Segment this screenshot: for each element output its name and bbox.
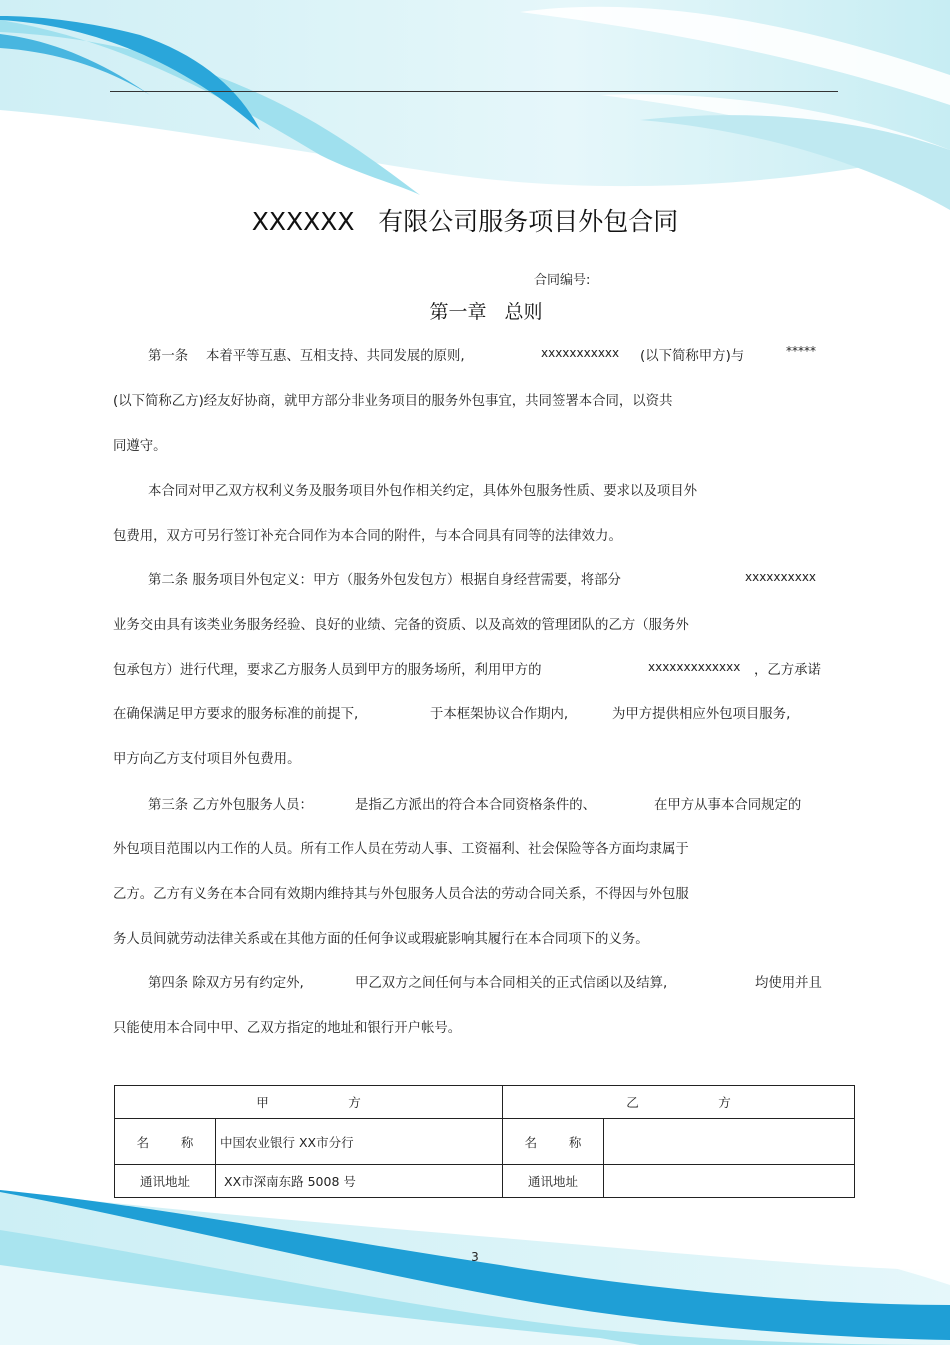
article-2-text: 在确保满足甲方要求的服务标准的前提下,	[113, 707, 359, 722]
party-a-header: 甲 方	[115, 1086, 503, 1119]
article-2-text: 包承包方）进行代理，要求乙方服务人员到甲方的服务场所，利用甲方的	[113, 663, 542, 678]
party-a-placeholder: xxxxxxxxxxx	[541, 346, 620, 360]
contract-number-label: 合同编号:	[534, 273, 591, 288]
article-2-text: 于本框架协议合作期内,	[430, 707, 569, 722]
article-4-text: 只能使用本合同中甲、乙双方指定的地址和银行开户帐号。	[113, 1021, 462, 1036]
party-a-name-label: 名 称	[115, 1119, 216, 1165]
article-1-text: 同遵守。	[113, 439, 167, 454]
article-1-text: (以下简称甲方)与	[640, 349, 745, 364]
article-4-text: 均使用并且	[755, 976, 822, 991]
article-1-text: (以下简称乙方)经友好协商，就甲方部分非业务项目的服务外包事宜，共同签署本合同，以资共	[113, 394, 673, 409]
article-2-text: 第二条 服务项目外包定义：甲方（服务外包发包方）根据自身经营需要，将部分	[148, 573, 621, 588]
article-3-text: 是指乙方派出的符合本合同资格条件的、	[355, 798, 597, 813]
top-wave-pale	[0, 0, 950, 186]
party-b-address	[604, 1165, 855, 1198]
article-2-text: ，乙方承诺	[754, 663, 821, 678]
chapter-heading: 第一章 总则	[429, 301, 543, 323]
article-4-text: 甲乙双方之间任何与本合同相关的正式信函以及结算,	[355, 976, 668, 991]
document-title: XXXXXX 有限公司服务项目外包合同	[251, 207, 679, 236]
party-b-address-label: 通讯地址	[503, 1165, 604, 1198]
article-2-text: 为甲方提供相应外包项目服务,	[612, 707, 791, 722]
article-1-label: 第一条	[148, 349, 189, 364]
article-4-text: 第四条 除双方另有约定外,	[148, 976, 304, 991]
page-number: 3	[471, 1250, 479, 1264]
parties-table	[114, 1085, 855, 1198]
article-3-text: 第三条 乙方外包服务人员：	[148, 798, 313, 813]
party-b-header: 乙 方	[503, 1086, 855, 1119]
party-a-name: 中国农业银行 XX市分行	[216, 1119, 503, 1165]
paragraph-text: 本合同对甲乙双方权利义务及服务项目外包作相关约定，具体外包服务性质、要求以及项目外	[148, 484, 698, 499]
header-rule	[110, 91, 838, 92]
article-1-text: 本着平等互惠、互相支持、共同发展的原则,	[206, 349, 465, 364]
article-3-text: 在甲方从事本合同规定的	[654, 798, 802, 813]
paragraph-text: 包费用，双方可另行签订补充合同作为本合同的附件，与本合同具有同等的法律效力。	[113, 529, 622, 544]
party-b-name	[604, 1119, 855, 1165]
party-a-address-label: 通讯地址	[115, 1165, 216, 1198]
party-b-placeholder: *****	[786, 344, 816, 358]
resource-placeholder: xxxxxxxxxxxxx	[648, 660, 741, 674]
article-2-text: 甲方向乙方支付项目外包费用。	[113, 752, 301, 767]
party-a-address: XX市深南东路 5008 号	[216, 1165, 503, 1198]
article-3-text: 乙方。乙方有义务在本合同有效期内维持其与外包服务人员合法的劳动合同关系，不得因与外包服	[113, 887, 689, 902]
article-3-text: 务人员间就劳动法律关系或在其他方面的任何争议或瑕疵影响其履行在本合同项下的义务。	[113, 932, 649, 947]
article-3-text: 外包项目范围以内工作的人员。所有工作人员在劳动人事、工资福利、社会保险等各方面均隶属于	[113, 842, 689, 857]
article-2-text: 业务交由具有该类业务服务经验、良好的业绩、完备的资质、以及高效的管理团队的乙方（服务外	[113, 618, 689, 633]
business-placeholder: xxxxxxxxxx	[745, 570, 817, 584]
party-b-name-label: 名 称	[503, 1119, 604, 1165]
